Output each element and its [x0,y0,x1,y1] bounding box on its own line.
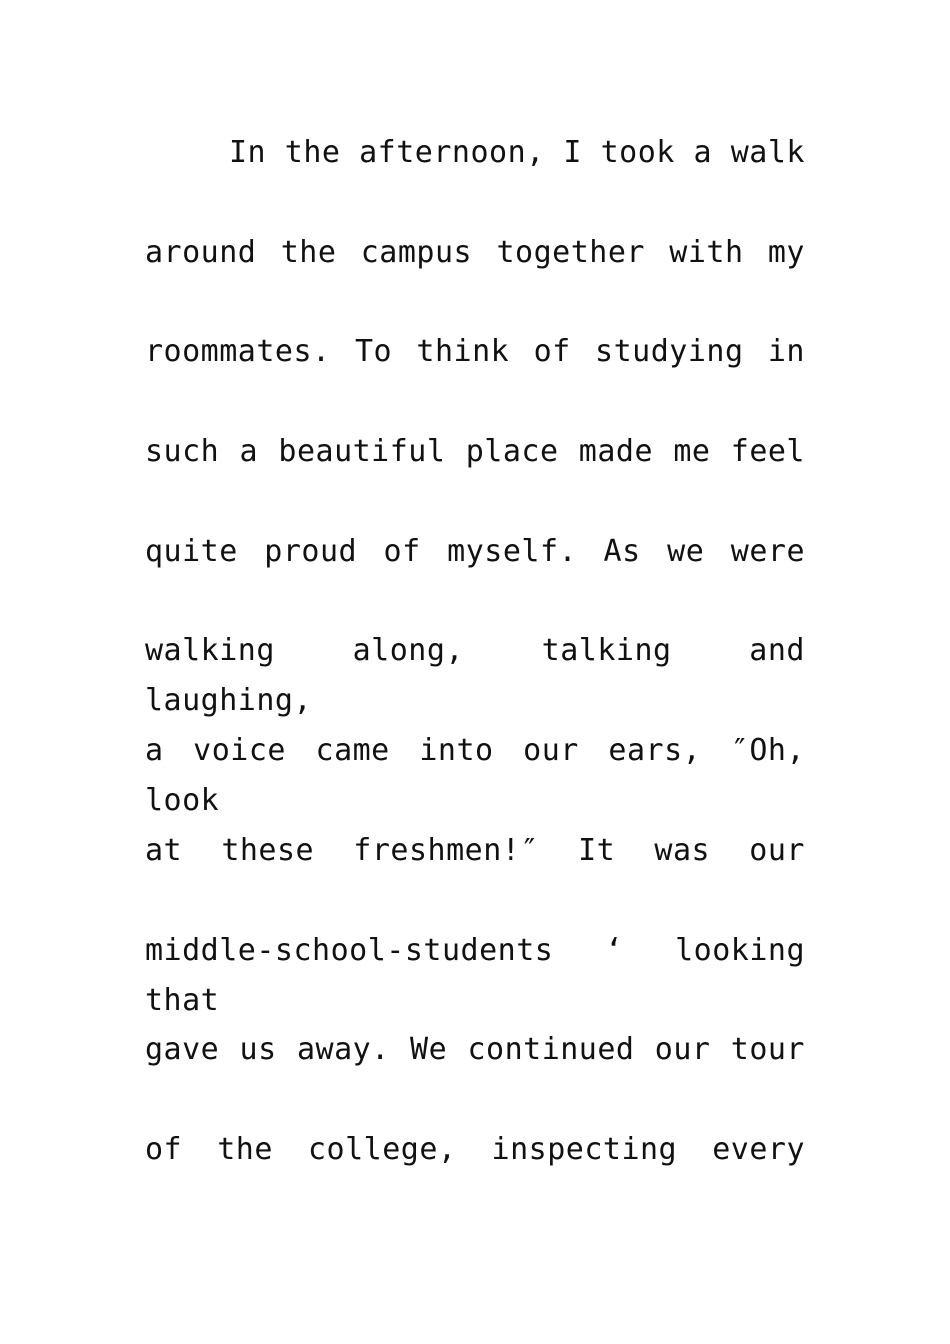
text-line: In the afternoon, I took a walk [229,135,805,170]
text-line: middle-school-students ‘ looking that [145,932,805,1018]
text-line: roommates. To think of studying in [145,334,805,370]
text-line: gave us away. We continued our tour [145,1032,805,1068]
paragraph [145,128,805,1225]
text-line: of the college, inspecting every [145,1131,805,1167]
text-line: quite proud of myself. As we were [145,533,805,569]
text-line: around the campus together with my [145,234,805,270]
text-line: such a beautiful place made me feel [145,434,805,470]
text-line: walking along, talking and laughing, [145,633,805,719]
text-line: at these freshmen!″ It was our [145,832,805,868]
text-line: a voice came into our ears, ″Oh, look [145,733,805,819]
